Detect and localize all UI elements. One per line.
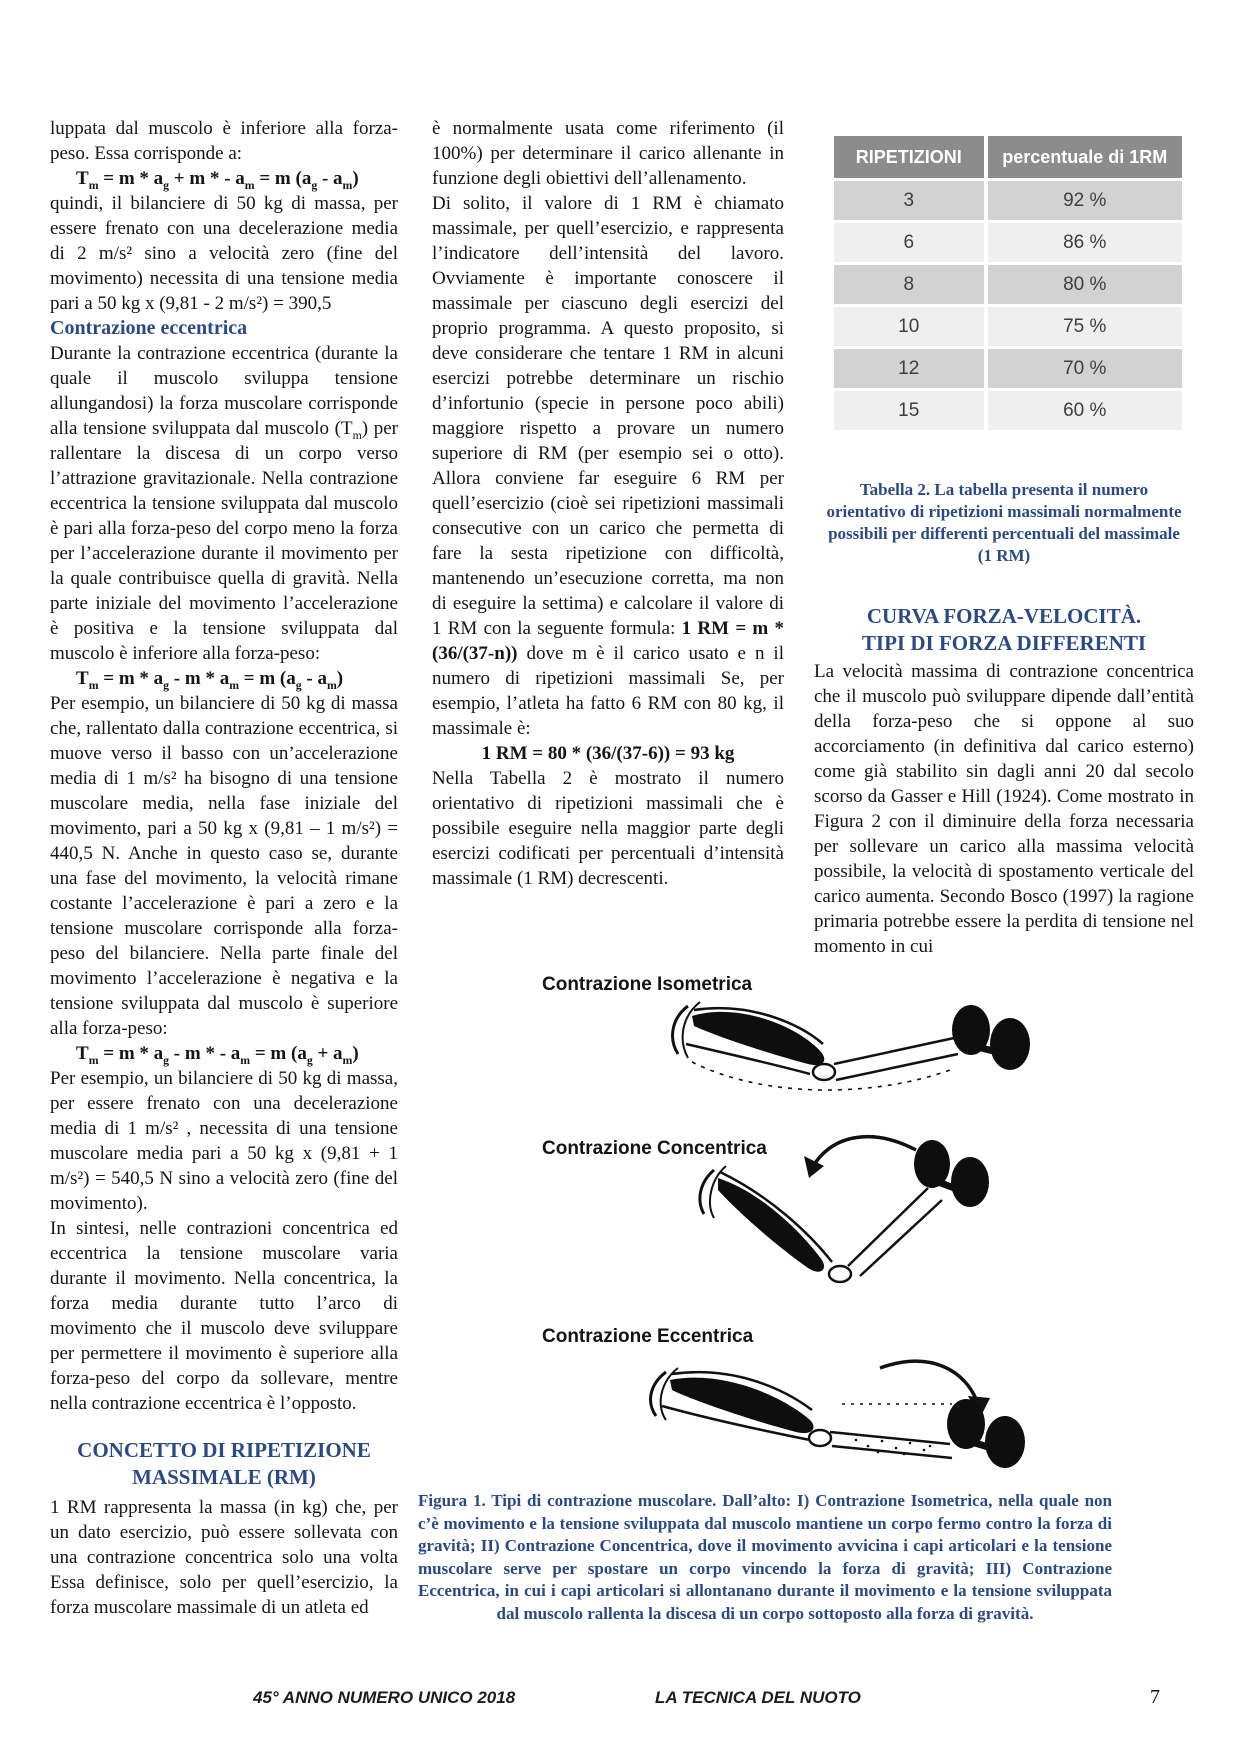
paragraph: Durante la contrazione eccentrica (durante la quale il muscolo sviluppa tensione allungandosi) la forza muscolare corrisponde alla tensione sviluppata dal muscolo $(T_m)$ per rallentare la discesa di un corpo verso l’attrazione gravitazionale. Nella contrazione eccentrica la tensione sviluppata dal muscolo è pari alla forza-peso del corpo meno la forza per l’accelerazione durante il movimento per la quale contribuisce quella di gravità. Nella parte iniziale del movimento l’accelerazione è positiva e la tensione sviluppata dal muscolo è inferiore alla forza-peso:	[50, 343, 398, 664]
paragraph: In sintesi, nelle contrazioni concentrica ed eccentrica la tensione muscolare varia durante il movimento. Nella concentrica, la forza media durante tutto l’arco di movimento che il muscolo deve sviluppare per permettere il movimento è superiore alla forza-peso del corpo da sollevare, mentre nella contrazione eccentrica è l’opposto.	[50, 1218, 398, 1414]
heading-line: CURVA FORZA-VELOCITÀ.	[866, 604, 1142, 628]
column-left	[50, 116, 398, 1620]
table-header-percentuale: percentuale di 1RM	[988, 136, 1183, 178]
table-cell: 10	[834, 307, 984, 346]
figure-label-concentric: Contrazione Concentrica	[542, 1138, 767, 1159]
paragraph: 1 RM rappresenta la massa (in kg) che, per un dato esercizio, può essere sollevata con una contrazione concentrica solo una volta Essa definisce, solo per quell’esercizio, la forza muscolare massimale di un atleta ed	[50, 1497, 398, 1618]
paragraph: quindi, il bilanciere di 50 kg di massa, per essere frenato con una decelerazione media di 2 m/s² sino a velocità zero (fine del movimento) necessita di una tensione media pari a 50 kg x (9,81 - 2 m/s²) = 390,5	[50, 193, 398, 314]
table-row	[834, 181, 1182, 220]
table-row	[834, 391, 1182, 430]
figure-label-isometric: Contrazione Isometrica	[542, 974, 753, 995]
paragraph-text: Di solito, il valore di 1 RM è chiamato massimale, per quell’esercizio, e rappresenta l’indicatore dell’intensità del lavoro. Ovviamente è importante conoscere il massimale per ciascuno degli esercizi del proprio programma. A questo proposito, si deve considerare che tentare 1 RM in alcuni esercizi potrebbe determinare un rischio d’infortunio (specie in persone poco abili) maggiore rispetto a provare un numero superiore di RM (per esempio sei o otto). Allora conviene far eseguire 6 RM per quell’esercizio (cioè sei ripetizioni massimali consecutive con un carico che permetta di fare la sesta ripetizione con difficoltà, mantenendo un’esecuzione corretta, ma non di eseguire la settima) e calcolare il valore di 1 RM con la seguente formula:	[432, 193, 784, 639]
table-cell: 12	[834, 349, 984, 388]
table-row	[834, 265, 1182, 304]
paragraph: La velocità massima di contrazione concentrica che il muscolo può sviluppare dipende dall’entità della forza-peso che si oppone al suo accorciamento (in definitiva dal carico esterno) come già stabilito sin dagli anni 20 dal secolo scorso da Gasser e Hill (1924). Come mostrato in Figura 2 con il diminuire della forza necessaria per sollevare un carico alla massima velocità possibile, la velocità di spostamento verticale del carico aumenta. Secondo Bosco (1997) la ragione primaria potrebbe essere la perdita di tensione nel momento in cui	[814, 661, 1194, 957]
table-cell: 70 %	[988, 349, 1183, 388]
formula-1rm-example: 1 RM = 80 * (36/(37-6)) = 93 kg	[481, 743, 735, 764]
table-cell: 92 %	[988, 181, 1183, 220]
eccentric-contraction-illustration	[630, 1342, 1032, 1474]
footer-journal-title: LA TECNICA DEL NUOTO	[655, 1688, 861, 1707]
paragraph: Per esempio, un bilanciere di 50 kg di massa, per essere frenato con una decelerazione media di 1 m/s² , necessita di una tensione muscolare media pari a 50 kg x (9,81 + 1 m/s²) = 540,5 N sino a velocità zero (fine del movimento).	[50, 1068, 398, 1214]
table-caption: Tabella 2. La tabella presenta il numero orientativo di ripetizioni massimali normalmente possibili per differenti percentuali del massimale (1 RM)	[826, 480, 1182, 565]
paragraph: Per esempio, un bilanciere di 50 kg di massa che, rallentato dalla contrazione eccentrica, si muove verso il basso con un’accelerazione media di 1 m/s² ha bisogno di una tensione muscolare media, nella fase iniziale del movimento, pari a 50 kg x (9,81 – 1 m/s²) = 440,5 N. Anche in questo caso se, durante una fase del movimento, la velocità rimane costante l’accelerazione è pari a zero e la tensione muscolare corrisponde alla forza-peso del bilanciere. Nella parte finale del movimento l’accelerazione è negativa e la tensione sviluppata dal muscolo è superiore alla forza-peso:	[50, 693, 398, 1039]
table-row	[834, 349, 1182, 388]
footer-journal-issue: 45° ANNO NUMERO UNICO 2018	[253, 1688, 516, 1707]
table-cell: 3	[834, 181, 984, 220]
heading-concetto-rm: CONCETTO DI RIPETIZIONE MASSIMALE (RM)	[77, 1438, 371, 1489]
formula-tension-eccentric-final: $T_m = m * a_g - m$ * - $a_m = m$ $(a_g + a_m)$	[76, 1043, 359, 1067]
inline-formula-1rm: 1 RM = m * (36/(37-n))	[432, 618, 784, 664]
table-cell: 86 %	[988, 223, 1183, 262]
table-cell: 8	[834, 265, 984, 304]
column-right	[814, 116, 1194, 959]
table-header-row	[834, 136, 1182, 178]
table-cell: 6	[834, 223, 984, 262]
table-cell: 60 %	[988, 391, 1183, 430]
table-cell: 80 %	[988, 265, 1183, 304]
heading-curva-forza-velocita	[814, 603, 1194, 657]
figure-label-eccentric: Contrazione Eccentrica	[542, 1326, 754, 1347]
table-row	[834, 223, 1182, 262]
paragraph: luppata dal muscolo è inferiore alla forza-peso. Essa corrisponde a:	[50, 118, 398, 164]
figure-caption: Figura 1. Tipi di contrazione muscolare. Dall’alto: I) Contrazione Isometrica, nella quale non c’è movimento e la tensione sviluppata dal muscolo mantiene un corpo fermo contro la forza di gravità; II) Contrazione Concentrica, dove il movimento avvicina i capi articolari e la tensione muscolare serve per spostare un corpo vincendo la forza di gravità; III) Contrazione Eccentrica, in cui i capi articolari si allontanano durante il movimento e la tensione sviluppata dal muscolo rallenta la discesa di un corpo sottoposto alla forza di gravità.	[418, 1491, 1112, 1623]
paragraph	[432, 191, 784, 741]
page-number: 7	[1150, 1686, 1160, 1708]
table-header-ripetizioni: RIPETIZIONI	[834, 136, 984, 178]
formula-tension-concentric: $T_m = m * a_g + m$ * - $a_m = m$ $(a_g - a_m)$	[76, 168, 359, 192]
table-cell: 75 %	[988, 307, 1183, 346]
repetitions-table	[830, 133, 1186, 433]
heading-line: TIPI DI FORZA DIFFERENTI	[861, 631, 1147, 655]
table-row	[834, 307, 1182, 346]
table-cell: 15	[834, 391, 984, 430]
formula-tension-eccentric-initial: $T_m = m * a_g - m * a_m = m$ $(a_g - a_m)$	[76, 668, 344, 692]
paragraph-text: dove m è il carico usato e n il numero di ripetizioni massimali Se, per esempio, l’atleta ha fatto 6 RM con 80 kg, il massimale è:	[432, 643, 784, 739]
paragraph: è normalmente usata come riferimento (il 100%) per determinare il carico allenante in funzione degli obiettivi dell’allenamento.	[432, 118, 784, 189]
figure-muscle-contractions	[430, 958, 1120, 1483]
heading-contrazione-eccentrica: Contrazione eccentrica	[50, 317, 248, 339]
paragraph: Nella Tabella 2 è mostrato il numero orientativo di ripetizioni massimali che è possibile eseguire nella maggior parte degli esercizi codificati per percentuali d’intensità massimale (1 RM) decrescenti.	[432, 768, 784, 889]
isometric-contraction-illustration	[658, 992, 1030, 1114]
column-middle	[432, 116, 784, 891]
